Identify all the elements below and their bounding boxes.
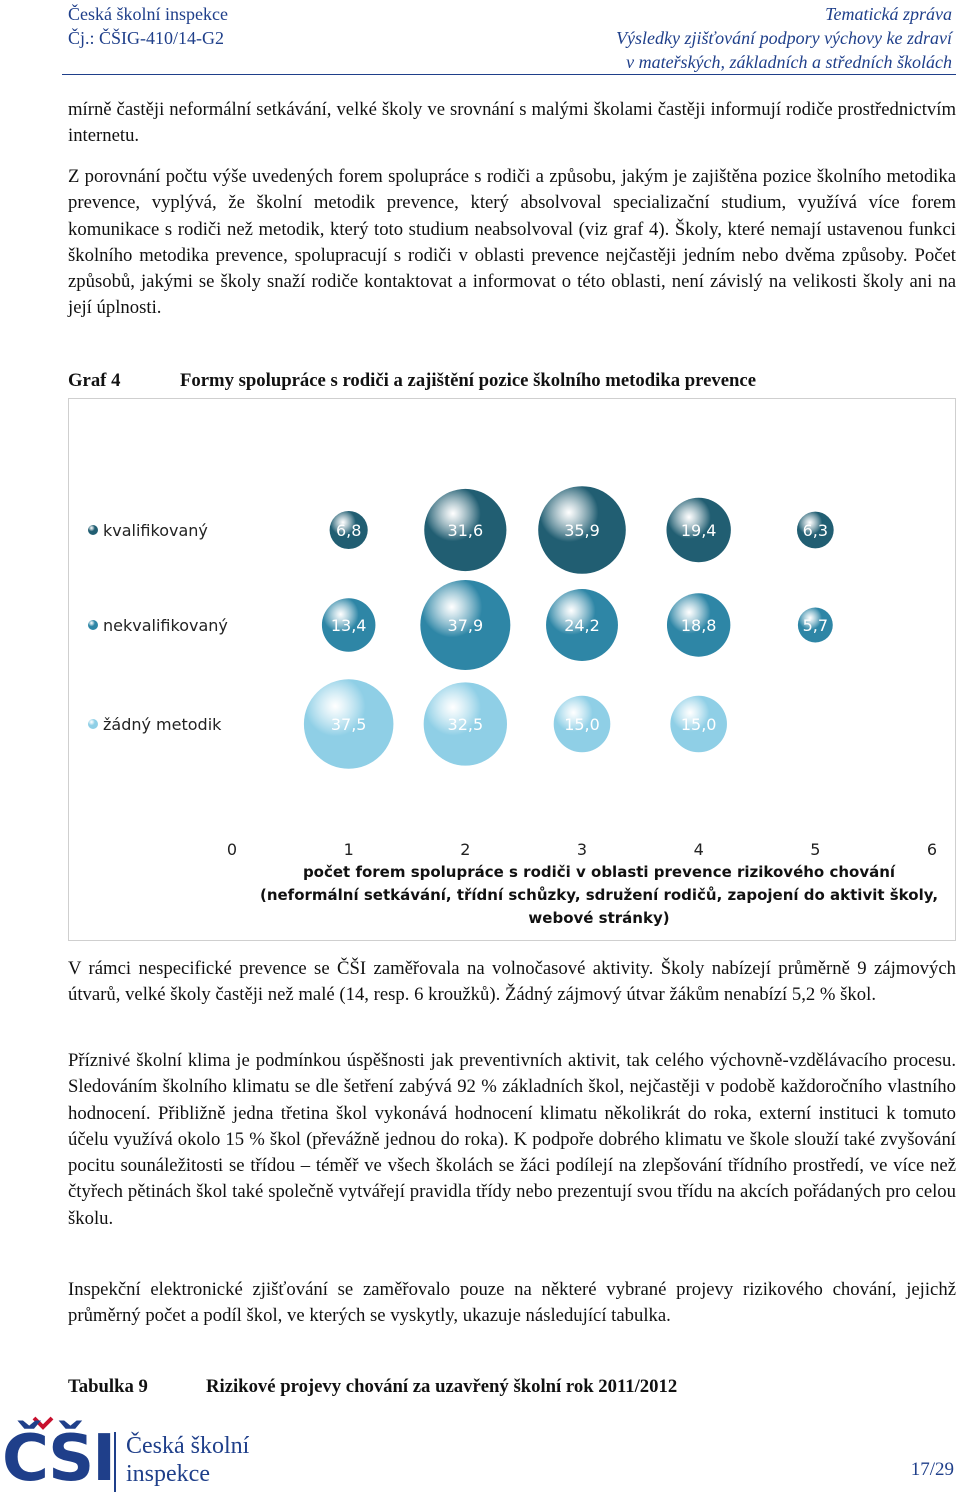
header-report-title-1: Výsledky zjišťování podpory výchovy ke zdraví (616, 28, 952, 48)
paragraph-5: Inspekční elektronické zjišťování se zaměřovalo pouze na některé vybrané projevy rizikového chování, jejichž průměrný počet a podíl škol, ve kterých se vyskytly, ukazuje následující tabulka. (68, 1279, 956, 1327)
header-right (616, 2, 952, 74)
bubble-label-1-5: 6,3 (802, 521, 829, 540)
paragraph-4: Příznivé školní klima je podmínkou úspěšnosti jak preventivních aktivit, tak celého výchovně-vzdělávacího procesu. Sledováním školního klimatu se dle šetření zabývá 92 % základních škol, nejčastěji v podobě každoročního vlastního hodnocení. Přibližně jedna třetina škol vykonává hodnocení klimatu několikrát do roka, externí instituci k tomuto účelu využívá okolo 15 % škol (převážně jednou do roka). K podpoře dobrého klimatu ve škole slouží také zvyšování pocitu sounáležitosti se třídou – téměř ve všech školách se žáci podílejí na zlepšování třídního prostředí, ve více než čtyřech pětinách škol také společně vytvářejí pravidla třídy nebo prezentují svou třídu na akcích pořádaných pro celou školu. (68, 1050, 956, 1229)
header-divider (62, 74, 956, 75)
x-tick-5: 5 (810, 840, 821, 859)
bubble-label-2-1: 13,4 (330, 616, 367, 635)
bubble-label-3-1: 37,5 (330, 715, 367, 734)
series-label-3: žádný metodik (103, 715, 222, 734)
bubble-label-2-3: 24,2 (564, 616, 600, 635)
bubble-label-1-3: 35,9 (564, 521, 600, 540)
bubble-label-1-4: 19,4 (680, 521, 717, 540)
header-org: Česká školní inspekce (68, 4, 228, 24)
series-label-2: nekvalifikovaný (103, 616, 228, 635)
csi-logo (2, 1410, 262, 1496)
logo-text (126, 1432, 249, 1488)
bubble-label-1-2: 31,6 (447, 521, 484, 540)
header-left (68, 2, 228, 50)
logo-text-line-1: Česká školní (126, 1433, 250, 1459)
paragraph-1: mírně častěji neformální setkávání, velké školy ve srovnání s malými školami častěji informují rodiče prostřednictvím internetu. (68, 99, 956, 147)
bubble-label-3-3: 15,0 (564, 715, 600, 734)
bubble-chart (68, 398, 956, 941)
page-number: 17/29 (910, 1459, 954, 1480)
x-axis-title-line-1: počet forem spolupráce s rodiči v oblasti prevence rizikového chování (302, 863, 896, 881)
graph-label: Graf 4 (68, 370, 121, 391)
x-tick-1: 1 (343, 840, 354, 859)
logo-mark: ČŠI (2, 1422, 115, 1496)
x-axis-title-line-3: webové stránky) (528, 909, 670, 927)
bubble-label-2-2: 37,9 (447, 616, 484, 635)
header-report-type: Tematická zpráva (825, 4, 952, 24)
legend-marker-1 (88, 525, 98, 535)
bubble-label-1-1: 6,8 (335, 521, 362, 540)
bubble-label-3-2: 32,5 (447, 715, 484, 734)
x-tick-0: 0 (226, 840, 238, 859)
bubble-label-2-4: 18,8 (680, 616, 717, 635)
bubble-chart-svg (69, 399, 957, 942)
bubble-label-2-5: 5,7 (802, 616, 829, 635)
header-ref: Čj.: ČŠIG-410/14-G2 (68, 28, 225, 48)
table-title: Rizikové projevy chování za uzavřený školní rok 2011/2012 (206, 1376, 678, 1397)
logo-text-line-2: inspekce (126, 1461, 210, 1487)
legend-marker-2 (88, 620, 98, 630)
series-label-1: kvalifikovaný (103, 521, 208, 540)
bubble-label-3-4: 15,0 (680, 715, 717, 734)
x-tick-4: 4 (693, 840, 704, 859)
x-tick-6: 6 (926, 840, 938, 859)
graph-title: Formy spolupráce s rodiči a zajištění pozice školního metodika prevence (180, 370, 756, 391)
x-axis-title-line-2: (neformální setkávání, třídní schůzky, sdružení rodičů, zapojení do aktivit školy, (259, 886, 939, 904)
x-tick-3: 3 (576, 840, 588, 859)
logo-divider (114, 1432, 116, 1492)
legend-marker-3 (88, 719, 98, 729)
paragraph-2: Z porovnání počtu výše uvedených forem spolupráce s rodiči a způsobu, jakým je zajištěna pozice školního metodika prevence, vyplývá, že školní metodik prevence, který absolvoval specializační studium, využívá více forem komunikace s rodiči než metodik, který toto studium neabsolvoval (viz graf 4). Školy, které nemají ustavenou funkci školního metodika prevence, spolupracují s rodiči v oblasti prevence nejčastěji jedním nebo dvěma způsoby. Počet způsobů, jakými se školy snaží rodiče kontaktovat a informovat o této oblasti, není závislý na velikosti školy ani na její úplnosti. (68, 166, 956, 319)
header-report-title-2: v mateřských, základních a středních školách (626, 52, 952, 72)
table-label: Tabulka 9 (68, 1376, 148, 1397)
x-tick-2: 2 (460, 840, 471, 859)
paragraph-3: V rámci nespecifické prevence se ČŠI zaměřovala na volnočasové aktivity. Školy nabízejí průměrně 9 zájmových útvarů, velké školy častěji než malé (14, resp. 6 kroužků). Žádný zájmový útvar žákům nenabízí 5,2 % škol. (68, 958, 956, 1006)
